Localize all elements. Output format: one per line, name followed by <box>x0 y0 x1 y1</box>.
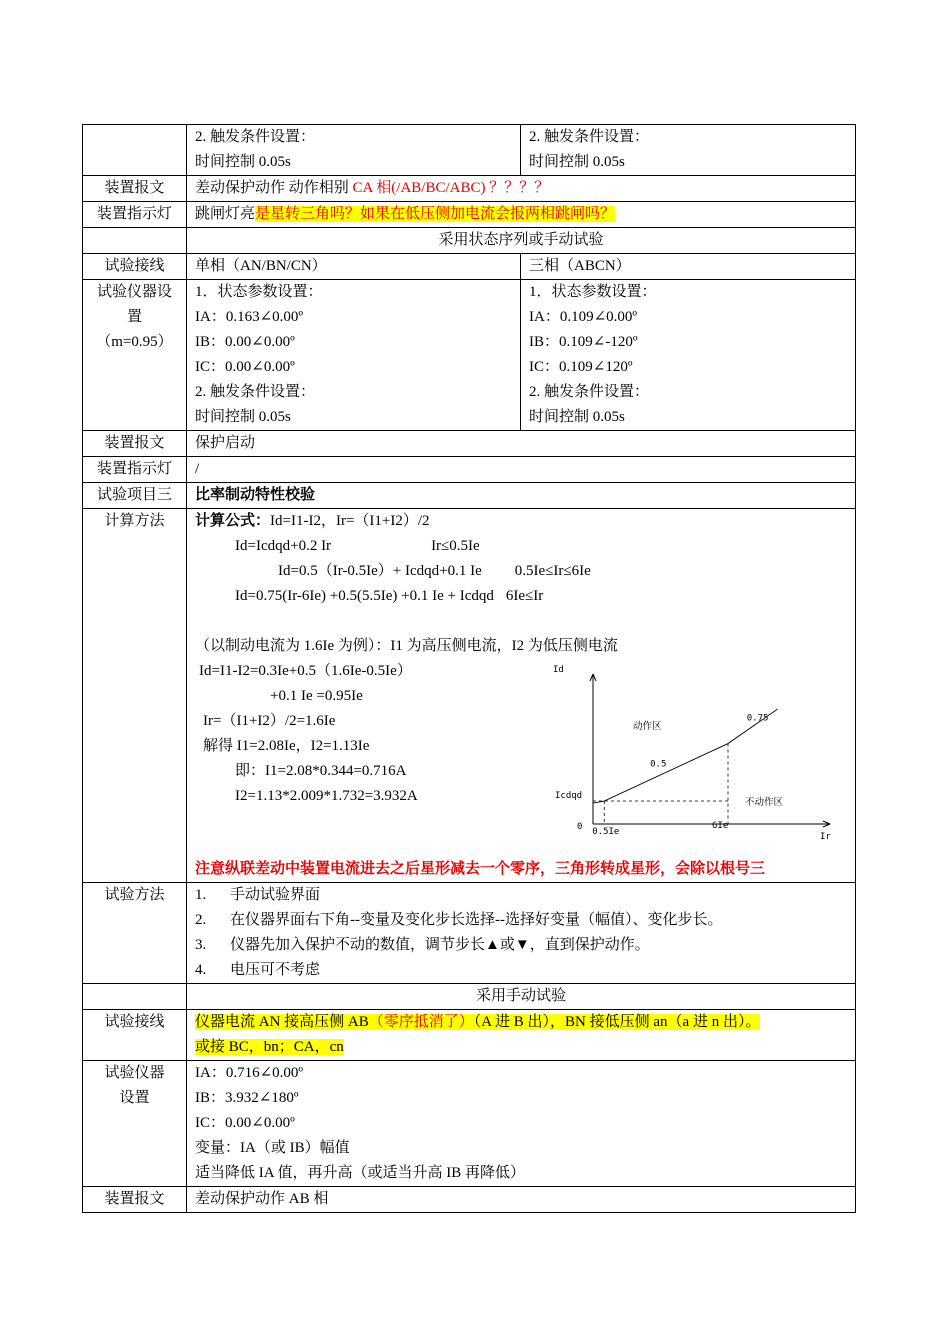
section-title: 采用手动试验 <box>187 984 856 1010</box>
formula-range: 0.5Ie≤Ir≤6Ie <box>514 563 591 579</box>
calculation-row <box>83 509 856 883</box>
wiring-single-phase: 单相（AN/BN/CN） <box>187 254 521 280</box>
row-label <box>83 1061 187 1187</box>
list-number: 4. <box>195 962 207 978</box>
formula-range: 6Ie≤Ir <box>505 588 544 604</box>
device-report-value: 差动保护动作 AB 相 <box>187 1187 856 1213</box>
x-tick-label: 0.5Ie <box>592 827 620 837</box>
time-control: 时间控制 0.05s <box>195 154 291 170</box>
example-calc-line: +0.1 Ie =0.95Ie <box>270 688 363 704</box>
label-line: 试验仪器 <box>104 1065 165 1081</box>
wiring-line <box>195 1010 847 1035</box>
list-item <box>195 958 847 983</box>
setting-line: IB：3.932∠180º <box>195 1090 299 1106</box>
trigger-heading: 2. 触发条件设置： <box>195 129 316 145</box>
wiring-text: 仪器电流 AN 接高压侧 AB <box>195 1014 369 1030</box>
list-text: 电压可不考虑 <box>230 962 321 978</box>
example-calc-line: Id=I1-I2=0.3Ie+0.5（1.6Ie-0.5Ie） <box>199 663 412 679</box>
setting-line: IB：0.00∠0.00º <box>195 334 295 350</box>
wiring-row <box>83 254 856 280</box>
wiring-three-phase: 三相（ABCN） <box>521 254 856 280</box>
slope-label: 0.75 <box>746 713 769 724</box>
test-method-list <box>187 883 856 984</box>
row-label: 装置报文 <box>83 176 187 202</box>
formula-expr: Id=0.5（Ir-0.5Ie）+ Icdqd+0.1 Ie <box>278 563 482 579</box>
time-control: 时间控制 0.05s <box>529 154 625 170</box>
setting-line: 适当降低 IA 值，再升高（或适当升高 IB 再降低） <box>195 1165 526 1181</box>
report-text: 差动保护动作 动作相别 <box>195 180 353 196</box>
row-label: 试验方法 <box>83 883 187 984</box>
calculation-cell <box>187 509 856 883</box>
trigger-row <box>83 125 856 176</box>
row-label: 计算方法 <box>83 509 187 883</box>
device-report-row <box>83 431 856 457</box>
x-tick-label: 6Ie <box>712 821 729 831</box>
test-method-row <box>83 883 856 984</box>
x-axis-label: Ir <box>820 832 831 842</box>
example-calc-line: Ir=（I1+I2）/2=1.6Ie <box>203 713 336 729</box>
section-title: 采用状态序列或手动试验 <box>187 228 856 254</box>
device-report-row <box>83 1187 856 1213</box>
formula-segment-3 <box>195 584 835 609</box>
label-line: 置 <box>126 309 142 325</box>
y-axis-label: Id <box>553 665 564 675</box>
setting-line: 变量：IA（或 IB）幅值 <box>195 1140 350 1156</box>
list-text: 在仪器界面右下角--变量及变化步长选择--选择好变量（幅值）、变化步长。 <box>230 912 723 928</box>
formula-text: Id=I1-I2，Ir=（I1+I2）/2 <box>270 513 430 529</box>
wiring-row <box>83 1010 856 1061</box>
formula-heading: 计算公式： <box>195 513 271 529</box>
setting-line: IA：0.163∠0.00º <box>195 309 304 325</box>
example-calc-line: 解得 I1=2.08Ie，I2=1.13Ie <box>203 738 370 754</box>
slope-label: 0.5 <box>650 759 667 770</box>
device-report-value <box>187 176 856 202</box>
trigger-left-cell <box>187 125 521 176</box>
highlighted-question: 是星转三角吗？如果在低压侧加电流会报两相跳闸吗？ <box>255 206 616 222</box>
list-number: 1. <box>195 887 207 903</box>
trigger-right-cell <box>521 125 856 176</box>
indicator-row <box>83 202 856 228</box>
row-label: 试验项目三 <box>83 483 187 509</box>
row-label: 装置指示灯 <box>83 202 187 228</box>
region-label-operate: 动作区 <box>633 721 662 732</box>
wiring-instructions <box>187 1010 856 1061</box>
wiring-text: （A 进 B 出），BN 接低压侧 an（a 进 n 出）。 <box>473 1014 761 1030</box>
settings-single-phase <box>187 280 521 431</box>
test-item-row <box>83 483 856 509</box>
row-label: 试验接线 <box>83 1010 187 1061</box>
empty-label-cell <box>83 125 187 176</box>
example-line: （以制动电流为 1.6Ie 为例）：I1 为高压侧电流，I2 为低压侧电流 <box>195 638 618 654</box>
formula-segment-1 <box>195 534 835 559</box>
empty-label-cell <box>83 984 187 1010</box>
region-label-restrain: 不动作区 <box>745 797 784 809</box>
wiring-line <box>195 1035 847 1060</box>
trigger-heading: 2. 触发条件设置： <box>529 129 650 145</box>
setting-line: 1．状态参数设置： <box>195 284 323 300</box>
setting-line: IC：0.109∠120º <box>529 359 633 375</box>
indicator-text: 跳闸灯亮 <box>195 206 256 222</box>
formula-expr: Id=Icdqd+0.2 Ir <box>235 538 332 554</box>
example-calc-line: I2=1.13*2.009*1.732=3.932A <box>235 788 418 804</box>
formula-range: Ir≤0.5Ie <box>431 538 480 554</box>
list-number: 3. <box>195 937 207 953</box>
section-row <box>83 228 856 254</box>
wiring-alt-text: 或接 BC，bn；CA，cn <box>195 1039 344 1055</box>
row-label: 装置报文 <box>83 1187 187 1213</box>
section-row <box>83 984 856 1010</box>
setting-line: 时间控制 0.05s <box>529 409 625 425</box>
instrument-settings-row <box>83 280 856 431</box>
row-label: 装置报文 <box>83 431 187 457</box>
list-item <box>195 883 847 908</box>
indicator-value: / <box>187 457 856 483</box>
label-line: 试验仪器设 <box>96 284 172 300</box>
formula-line <box>195 509 835 534</box>
wiring-note: （零序抵消了） <box>368 1014 474 1030</box>
formula-segment-2 <box>195 559 835 584</box>
label-line: （m=0.95） <box>96 334 173 350</box>
label-line: 设置 <box>119 1090 150 1106</box>
setting-line: 2. 触发条件设置： <box>195 384 316 400</box>
instrument-settings-row <box>83 1061 856 1187</box>
device-report-row <box>83 176 856 202</box>
warning-note: 注意纵联差动中装置电流进去之后星形减去一个零序，三角形转成星形，会除以根号三 <box>195 861 766 877</box>
indicator-value <box>187 202 856 228</box>
manual-settings <box>187 1061 856 1187</box>
list-item <box>195 908 847 933</box>
setting-line: IA：0.716∠0.00º <box>195 1065 304 1081</box>
settings-three-phase <box>521 280 856 431</box>
list-text: 手动试验界面 <box>230 887 321 903</box>
list-number: 2. <box>195 912 207 928</box>
origin-label: 0 <box>577 822 583 832</box>
setting-line: IC：0.00∠0.00º <box>195 359 295 375</box>
y-tick-label: Icdqd <box>555 791 583 802</box>
device-report-value: 保护启动 <box>187 431 856 457</box>
example-calc-line: 即：I1=2.08*0.344=0.716A <box>235 763 407 779</box>
row-label <box>83 280 187 431</box>
row-label: 装置指示灯 <box>83 457 187 483</box>
test-item-title: 比率制动特性校验 <box>187 483 856 509</box>
row-label: 试验接线 <box>83 254 187 280</box>
empty-label-cell <box>83 228 187 254</box>
list-text: 仪器先加入保护不动的数值，调节步长▲或▼，直到保护动作。 <box>230 937 650 953</box>
setting-line: 时间控制 0.05s <box>195 409 291 425</box>
report-phase-text: CA 相(/AB/BC/ABC) ？？？？ <box>352 180 550 196</box>
setting-line: IC：0.00∠0.00º <box>195 1115 295 1131</box>
ratio-restraint-chart <box>553 665 840 856</box>
formula-expr: Id=0.75(Ir-6Ie) +0.5(5.5Ie) +0.1 Ie + Icdqd <box>235 588 494 604</box>
setting-line: IA：0.109∠0.00º <box>529 309 638 325</box>
list-item <box>195 933 847 958</box>
test-procedure-table <box>82 124 856 1213</box>
setting-line: 1．状态参数设置： <box>529 284 657 300</box>
indicator-row <box>83 457 856 483</box>
setting-line: 2. 触发条件设置： <box>529 384 650 400</box>
setting-line: IB：0.109∠-120º <box>529 334 638 350</box>
